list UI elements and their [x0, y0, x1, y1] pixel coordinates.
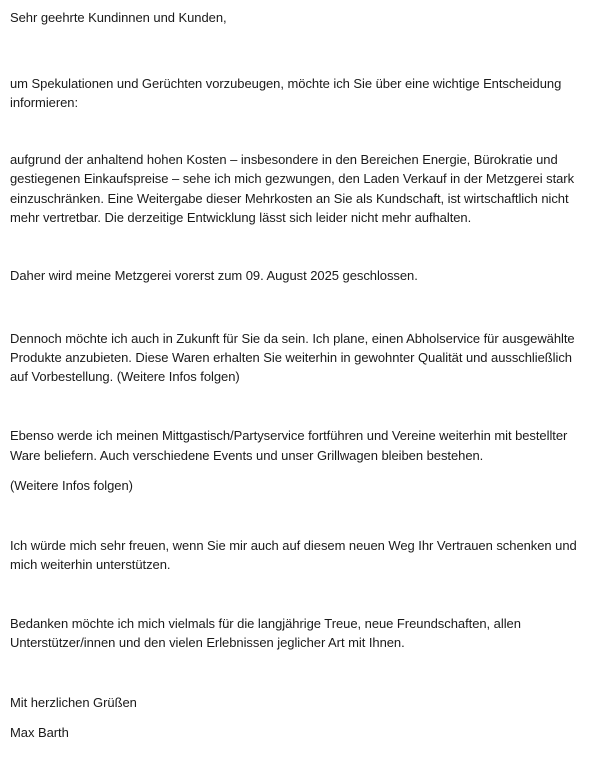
paragraph-line: auf Vorbestellung. (Weitere Infos folgen) — [10, 369, 240, 384]
paragraph-line: um Spekulationen und Gerüchten vorzubeugen, möchte ich Sie über eine wichtige Entscheidung — [10, 76, 562, 91]
closing-salutation: Mit herzlichen Grüßen — [10, 695, 137, 710]
paragraph-line: Bedanken möchte ich mich vielmals für die langjährige Treue, neue Freundschaften, allen — [10, 616, 521, 631]
paragraph-line: aufgrund der anhaltend hohen Kosten – insbesondere in den Bereichen Energie, Bürokratie und — [10, 152, 558, 167]
greeting: Sehr geehrte Kundinnen und Kunden, — [10, 10, 227, 25]
paragraph-line: informieren: — [10, 95, 79, 110]
paragraph-line: Ebenso werde ich meinen Mittgastisch/Partyservice fortführen und Vereine weiterhin mit bestellter — [10, 428, 568, 443]
paragraph-line: mich weiterhin unterstützen. — [10, 557, 171, 572]
paragraph-line: gestiegenen Einkaufspreise – sehe ich mich gezwungen, den Laden Verkauf in der Metzgerei stark — [10, 171, 575, 186]
paragraph-line: Unterstützer/innen und den vielen Erlebnissen jeglicher Art mit Ihnen. — [10, 635, 405, 650]
paragraph-line: Ware beliefern. Auch verschiedene Events und unser Grillwagen bleiben bestehen. — [10, 448, 484, 463]
paragraph-line: Ich würde mich sehr freuen, wenn Sie mir auch auf diesem neuen Weg Ihr Vertrauen schenken und — [10, 538, 577, 553]
paragraph-line: einzuschränken. Eine Weitergabe dieser Mehrkosten an Sie als Kundschaft, ist wirtschaftlich nicht — [10, 191, 569, 206]
paragraph-line: Dennoch möchte ich auch in Zukunft für Sie da sein. Ich plane, einen Abholservice für ausgewählte — [10, 331, 575, 346]
paragraph-line: (Weitere Infos folgen) — [10, 478, 133, 493]
paragraph-line: mehr vertretbar. Die derzeitige Entwicklung lässt sich leider nicht mehr aufhalten. — [10, 210, 472, 225]
paragraph-line: Produkte anzubieten. Diese Waren erhalten Sie weiterhin in gewohnter Qualität und ausschließlich — [10, 350, 572, 365]
paragraph-line: Daher wird meine Metzgerei vorerst zum 09. August 2025 geschlossen. — [10, 268, 418, 283]
signature-name: Max Barth — [10, 725, 69, 740]
